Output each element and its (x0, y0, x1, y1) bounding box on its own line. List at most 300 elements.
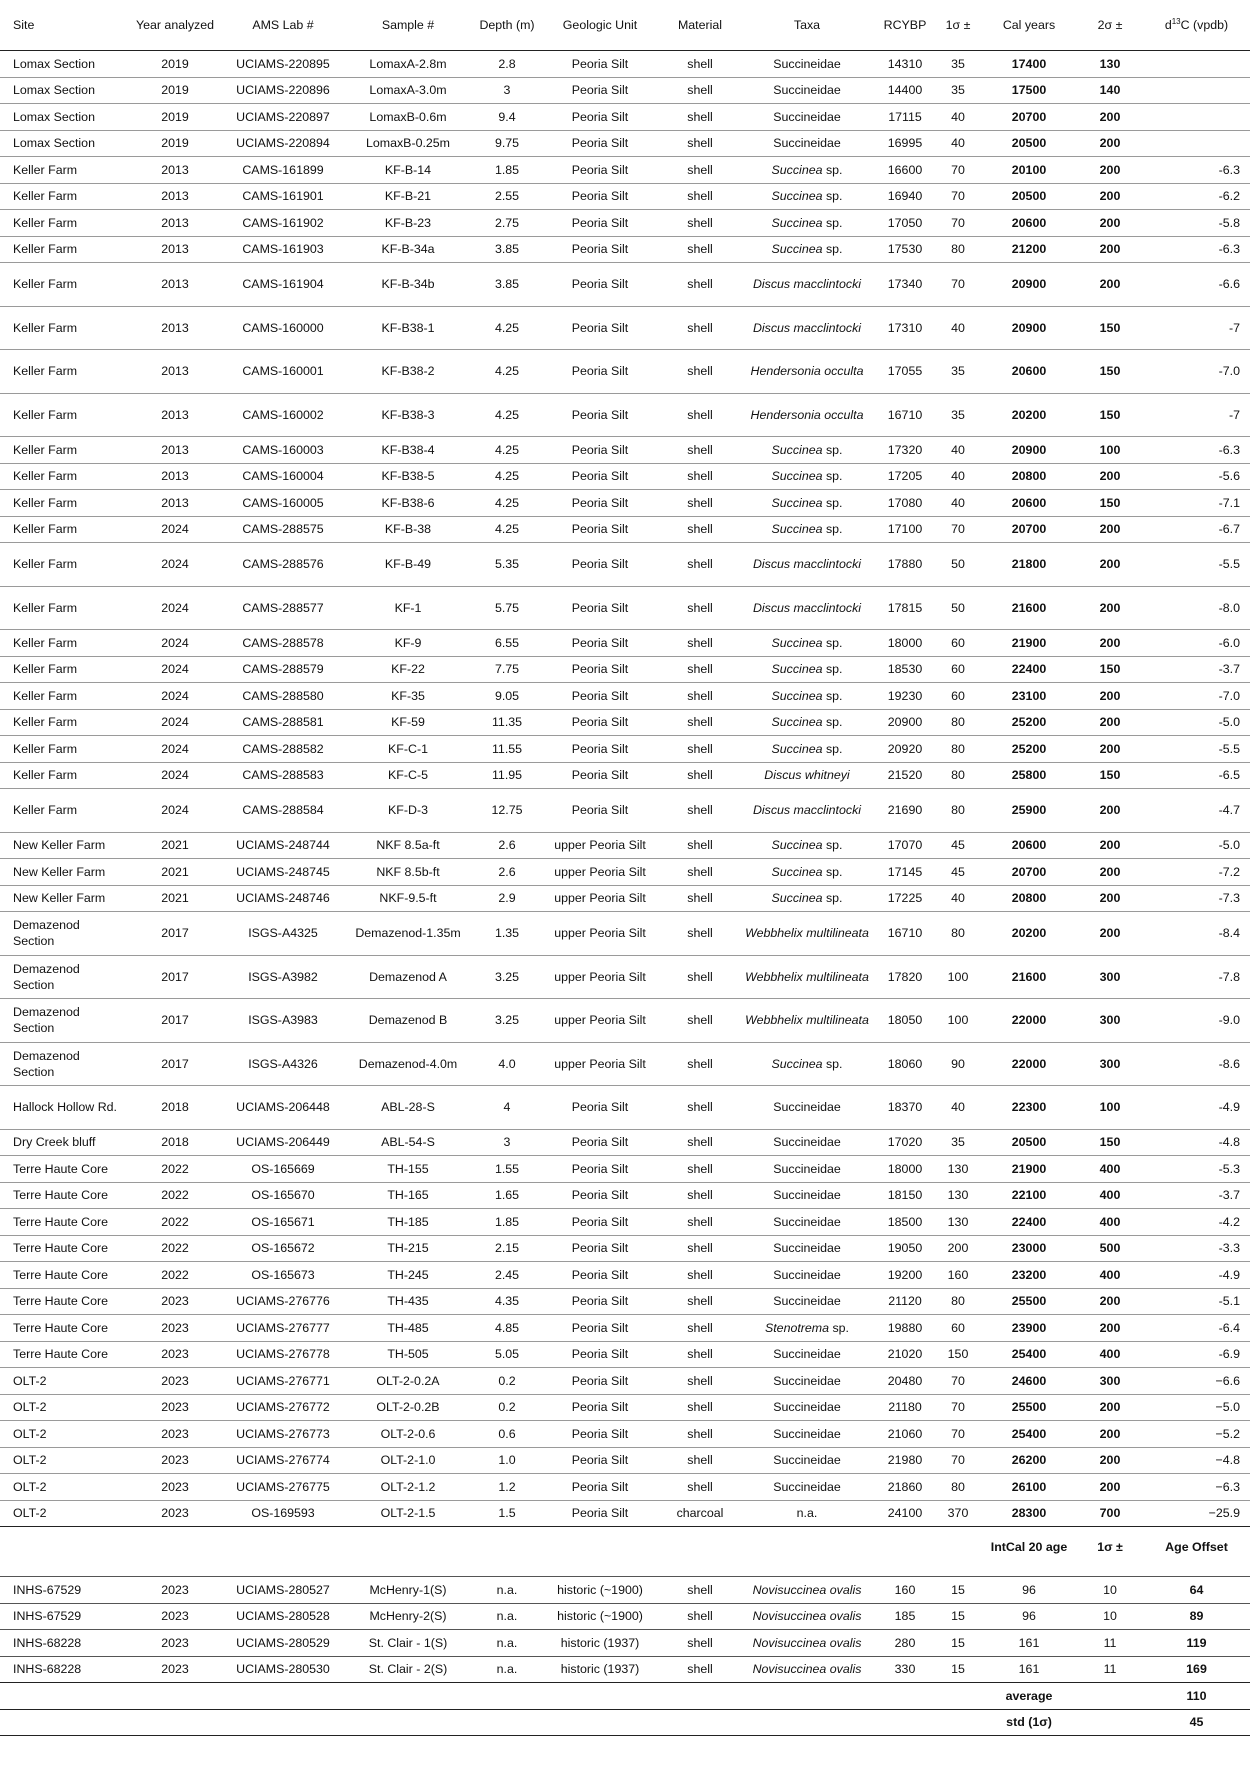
ams-lab-cell: CAMS-160005 (225, 490, 341, 517)
sigma1-cell: 80 (935, 709, 981, 736)
table-row (0, 350, 1250, 394)
year-cell: 2024 (125, 656, 225, 683)
intcal-age-cell: 96 (981, 1577, 1077, 1604)
sigma1-cell: 80 (935, 236, 981, 263)
ams-lab-cell: CAMS-160002 (225, 393, 341, 437)
sample-cell: TH-185 (341, 1209, 475, 1236)
taxa-cell: Novisuccinea ovalis (739, 1603, 875, 1630)
geologic-unit-cell: Peoria Silt (539, 263, 661, 307)
header-material: Material (677, 18, 723, 32)
d13c-cell: -4.2 (1143, 1209, 1250, 1236)
table-row (0, 586, 1250, 630)
rcybp-cell: 19880 (875, 1315, 935, 1342)
material-cell: shell (661, 463, 739, 490)
rcybp-cell: 17320 (875, 437, 935, 464)
year-cell: 2017 (125, 999, 225, 1043)
geologic-unit-cell: Peoria Silt (539, 393, 661, 437)
taxa-genus: Stenotrema (764, 1320, 830, 1335)
d13c-cell: -6.0 (1143, 630, 1250, 657)
cal-years-cell: 20200 (981, 393, 1077, 437)
cal-years-cell: 20700 (981, 516, 1077, 543)
material-cell: shell (661, 1235, 739, 1262)
sigma2-cell: 200 (1077, 1394, 1143, 1421)
rcybp-cell: 18530 (875, 656, 935, 683)
cal-years-cell: 20600 (981, 490, 1077, 517)
ams-lab-cell: CAMS-161901 (225, 183, 341, 210)
sigma2-cell: 200 (1077, 859, 1143, 886)
sigma1-cell: 15 (935, 1603, 981, 1630)
depth-cell: 4.25 (475, 306, 539, 350)
year-cell: 2024 (125, 736, 225, 763)
sigma2-cell: 200 (1077, 630, 1143, 657)
depth-cell: 6.55 (475, 630, 539, 657)
d13c-cell: -7.8 (1143, 955, 1250, 999)
depth-cell: 0.6 (475, 1421, 539, 1448)
rcybp-cell: 18050 (875, 999, 935, 1043)
depth-cell: 4.25 (475, 393, 539, 437)
rcybp-cell: 17055 (875, 350, 935, 394)
rcybp-cell: 21520 (875, 762, 935, 789)
geologic-unit-cell: Peoria Silt (539, 586, 661, 630)
sigma1-cell: 150 (935, 1341, 981, 1368)
historic-row (0, 1656, 1250, 1683)
site-cell: OLT-2 (0, 1368, 125, 1395)
table-row (0, 490, 1250, 517)
year-cell: 2023 (125, 1474, 225, 1501)
cal-years-cell: 21800 (981, 543, 1077, 587)
cal-years-cell: 20700 (981, 859, 1077, 886)
d13c-cell: -7.0 (1143, 350, 1250, 394)
taxa-cell (739, 630, 875, 657)
table-row (0, 859, 1250, 886)
age-offset-cell: 169 (1143, 1656, 1250, 1683)
d13c-cell: -8.4 (1143, 912, 1250, 956)
taxa-cell (739, 393, 875, 437)
material-cell: shell (661, 1182, 739, 1209)
taxa-suffix: Succineidae (773, 1294, 841, 1309)
taxa-suffix: Succineidae (773, 136, 841, 151)
taxa-suffix: sp. (822, 715, 843, 730)
taxa-cell (739, 350, 875, 394)
site-cell: Terre Haute Core (0, 1209, 125, 1236)
sample-cell: KF-B-49 (341, 543, 475, 587)
sample-cell: TH-485 (341, 1315, 475, 1342)
depth-cell: 0.2 (475, 1394, 539, 1421)
material-cell: shell (661, 762, 739, 789)
sample-cell: KF-59 (341, 709, 475, 736)
sigma1-cell: 130 (935, 1209, 981, 1236)
depth-cell: 9.75 (475, 130, 539, 157)
depth-cell: 11.55 (475, 736, 539, 763)
taxa-cell (739, 955, 875, 999)
table-row (0, 1042, 1250, 1086)
sample-cell: LomaxB-0.25m (341, 130, 475, 157)
sigma2-cell: 200 (1077, 157, 1143, 184)
material-cell: shell (661, 210, 739, 237)
geologic-unit-cell: Peoria Silt (539, 490, 661, 517)
year-cell: 2024 (125, 709, 225, 736)
taxa-cell (739, 789, 875, 833)
sigma2-cell: 200 (1077, 463, 1143, 490)
header-taxa: Taxa (793, 18, 821, 32)
geologic-unit-cell: Peoria Silt (539, 1129, 661, 1156)
sigma2-cell: 200 (1077, 736, 1143, 763)
sigma2-cell: 200 (1077, 912, 1143, 956)
material-cell: shell (661, 1042, 739, 1086)
cal-years-cell: 20900 (981, 306, 1077, 350)
depth-cell: 3.85 (475, 236, 539, 263)
depth-cell: 1.85 (475, 157, 539, 184)
site-cell: Keller Farm (0, 709, 125, 736)
taxa-suffix: sp. (822, 469, 843, 484)
site-cell: Keller Farm (0, 683, 125, 710)
year-cell: 2013 (125, 210, 225, 237)
material-cell: shell (661, 543, 739, 587)
table-row (0, 1086, 1250, 1130)
year-cell: 2022 (125, 1182, 225, 1209)
sigma1-cell: 70 (935, 157, 981, 184)
geologic-unit-cell: Peoria Silt (539, 1315, 661, 1342)
sigma1-cell: 45 (935, 859, 981, 886)
taxa-genus: Succinea (771, 838, 823, 853)
sigma2-cell: 200 (1077, 1315, 1143, 1342)
sigma2-cell: 200 (1077, 885, 1143, 912)
cal-years-cell: 20600 (981, 210, 1077, 237)
ams-lab-cell: UCIAMS-206448 (225, 1086, 341, 1130)
d13c-cell: -4.8 (1143, 1129, 1250, 1156)
site-cell: Keller Farm (0, 437, 125, 464)
sigma1-cell: 370 (935, 1500, 981, 1527)
material-cell: shell (661, 77, 739, 104)
rcybp-cell: 14310 (875, 51, 935, 78)
d13c-cell: -5.5 (1143, 543, 1250, 587)
depth-cell: 4.35 (475, 1288, 539, 1315)
sample-cell: KF-9 (341, 630, 475, 657)
material-cell: shell (661, 1368, 739, 1395)
sigma1-cell: 50 (935, 586, 981, 630)
table-row (0, 516, 1250, 543)
taxa-cell (739, 1474, 875, 1501)
taxa-cell (739, 1156, 875, 1183)
material-cell: shell (661, 885, 739, 912)
cal-years-cell: 23100 (981, 683, 1077, 710)
depth-cell: 5.35 (475, 543, 539, 587)
rcybp-cell: 280 (875, 1630, 935, 1657)
rcybp-cell: 17530 (875, 236, 935, 263)
std-row (0, 1709, 1250, 1736)
rcybp-cell: 185 (875, 1603, 935, 1630)
d13c-cell: -8.0 (1143, 586, 1250, 630)
geologic-unit-cell: historic (1937) (539, 1630, 661, 1657)
depth-cell: 2.15 (475, 1235, 539, 1262)
ams-lab-cell: UCIAMS-248745 (225, 859, 341, 886)
depth-cell: 2.45 (475, 1262, 539, 1289)
depth-cell: 2.75 (475, 210, 539, 237)
geologic-unit-cell: Peoria Silt (539, 157, 661, 184)
taxa-suffix: sp. (822, 1056, 843, 1071)
sample-cell: KF-B38-2 (341, 350, 475, 394)
sigma2-cell: 200 (1077, 236, 1143, 263)
geologic-unit-cell: Peoria Silt (539, 437, 661, 464)
taxa-cell (739, 656, 875, 683)
ams-lab-cell: CAMS-288583 (225, 762, 341, 789)
std-value: 45 (1143, 1709, 1250, 1736)
header-d13c-prefix: d (1164, 18, 1172, 32)
sigma2-cell: 200 (1077, 832, 1143, 859)
rcybp-cell: 18000 (875, 630, 935, 657)
sigma2-cell: 300 (1077, 1368, 1143, 1395)
ams-lab-cell: UCIAMS-276771 (225, 1368, 341, 1395)
taxa-cell (739, 1182, 875, 1209)
sigma2-cell: 400 (1077, 1262, 1143, 1289)
sigma1-cell: 40 (935, 885, 981, 912)
sigma2-cell: 200 (1077, 210, 1143, 237)
sample-cell: OLT-2-0.2B (341, 1394, 475, 1421)
site-cell: Lomax Section (0, 104, 125, 131)
material-cell: shell (661, 736, 739, 763)
taxa-cell (739, 263, 875, 307)
taxa-cell (739, 1042, 875, 1086)
table-row (0, 77, 1250, 104)
header-sigma1: 1σ ± (945, 18, 971, 32)
header-rcybp: RCYBP (883, 18, 927, 32)
site-cell: INHS-67529 (0, 1603, 125, 1630)
material-cell: shell (661, 350, 739, 394)
taxa-cell (739, 1341, 875, 1368)
ams-lab-cell: UCIAMS-276778 (225, 1341, 341, 1368)
taxa-cell (739, 1421, 875, 1448)
d13c-cell: -7 (1143, 306, 1250, 350)
taxa-cell (739, 130, 875, 157)
site-cell: Keller Farm (0, 586, 125, 630)
cal-years-cell: 20600 (981, 350, 1077, 394)
intcal-age-cell: 161 (981, 1630, 1077, 1657)
sigma1-cell: 45 (935, 832, 981, 859)
site-cell: INHS-68228 (0, 1656, 125, 1683)
d13c-cell: -9.0 (1143, 999, 1250, 1043)
ams-lab-cell: CAMS-288578 (225, 630, 341, 657)
taxa-suffix: Succineidae (773, 1135, 841, 1150)
sample-cell: St. Clair - 1(S) (341, 1630, 475, 1657)
cal-years-cell: 22000 (981, 1042, 1077, 1086)
rcybp-cell: 17145 (875, 859, 935, 886)
geologic-unit-cell: historic (~1900) (539, 1577, 661, 1604)
rcybp-cell: 16600 (875, 157, 935, 184)
table-row (0, 130, 1250, 157)
rcybp-cell: 17050 (875, 210, 935, 237)
ams-lab-cell: UCIAMS-276777 (225, 1315, 341, 1342)
year-cell: 2013 (125, 350, 225, 394)
year-cell: 2023 (125, 1421, 225, 1448)
geologic-unit-cell: Peoria Silt (539, 1447, 661, 1474)
sigma1-cell: 35 (935, 51, 981, 78)
sigma1-cell: 200 (935, 1235, 981, 1262)
site-cell: Terre Haute Core (0, 1262, 125, 1289)
depth-cell: 5.75 (475, 586, 539, 630)
sigma1-cell: 70 (935, 183, 981, 210)
ams-lab-cell: UCIAMS-220894 (225, 130, 341, 157)
site-cell: Keller Farm (0, 210, 125, 237)
material-cell: shell (661, 683, 739, 710)
subheader-age-offset: Age Offset (1143, 1527, 1250, 1577)
table-row (0, 630, 1250, 657)
site-cell: Keller Farm (0, 762, 125, 789)
geologic-unit-cell: historic (~1900) (539, 1603, 661, 1630)
ams-lab-cell: CAMS-161904 (225, 263, 341, 307)
geologic-unit-cell: Peoria Silt (539, 306, 661, 350)
sigma2-cell: 130 (1077, 51, 1143, 78)
rcybp-cell: 17340 (875, 263, 935, 307)
geologic-unit-cell: Peoria Silt (539, 236, 661, 263)
cal-years-cell: 21600 (981, 955, 1077, 999)
year-cell: 2019 (125, 130, 225, 157)
depth-cell: 7.75 (475, 656, 539, 683)
sample-cell: TH-215 (341, 1235, 475, 1262)
sigma2-cell: 150 (1077, 306, 1143, 350)
material-cell: shell (661, 656, 739, 683)
taxa-genus: Discus macclintocki (752, 557, 862, 572)
d13c-cell: −4.8 (1143, 1447, 1250, 1474)
rcybp-cell: 21690 (875, 789, 935, 833)
sigma1-cell: 40 (935, 1086, 981, 1130)
table-row (0, 1474, 1250, 1501)
sigma2-cell: 300 (1077, 999, 1143, 1043)
year-cell: 2013 (125, 437, 225, 464)
ams-lab-cell: ISGS-A3982 (225, 955, 341, 999)
site-cell: Keller Farm (0, 463, 125, 490)
taxa-genus: Succinea (771, 442, 823, 457)
rcybp-cell: 18500 (875, 1209, 935, 1236)
rcybp-cell: 18060 (875, 1042, 935, 1086)
taxa-cell (739, 1394, 875, 1421)
sigma2-cell: 150 (1077, 656, 1143, 683)
ams-lab-cell: ISGS-A4325 (225, 912, 341, 956)
year-cell: 2017 (125, 1042, 225, 1086)
d13c-cell: -5.3 (1143, 1156, 1250, 1183)
taxa-cell (739, 912, 875, 956)
depth-cell: 4.25 (475, 350, 539, 394)
rcybp-cell: 17225 (875, 885, 935, 912)
taxa-genus: Webbhelix multilineata (745, 926, 869, 941)
year-cell: 2023 (125, 1288, 225, 1315)
geologic-unit-cell: Peoria Silt (539, 1421, 661, 1448)
taxa-genus: Succinea (771, 662, 823, 677)
table-body (0, 51, 1250, 1527)
geologic-unit-cell: upper Peoria Silt (539, 859, 661, 886)
taxa-cell (739, 885, 875, 912)
site-cell: OLT-2 (0, 1447, 125, 1474)
material-cell: shell (661, 1577, 739, 1604)
sigma1-cell: 15 (935, 1630, 981, 1657)
table-row (0, 1235, 1250, 1262)
geologic-unit-cell: historic (1937) (539, 1656, 661, 1683)
rcybp-cell: 17100 (875, 516, 935, 543)
geologic-unit-cell: Peoria Silt (539, 543, 661, 587)
rcybp-cell: 17880 (875, 543, 935, 587)
taxa-suffix: Succineidae (773, 1347, 841, 1362)
sample-cell: KF-1 (341, 586, 475, 630)
depth-cell: 2.55 (475, 183, 539, 210)
material-cell: shell (661, 1656, 739, 1683)
ams-lab-cell: CAMS-161899 (225, 157, 341, 184)
rcybp-cell: 16940 (875, 183, 935, 210)
depth-cell: 1.0 (475, 1447, 539, 1474)
site-cell: Demazenod Section (0, 1042, 125, 1086)
ams-lab-cell: CAMS-288576 (225, 543, 341, 587)
geologic-unit-cell: Peoria Silt (539, 350, 661, 394)
taxa-suffix: sp. (822, 864, 843, 879)
table-row (0, 656, 1250, 683)
sigma1-cell: 70 (935, 1421, 981, 1448)
sigma1-cell: 80 (935, 789, 981, 833)
year-cell: 2023 (125, 1500, 225, 1527)
sigma1-cell: 100 (935, 999, 981, 1043)
rcybp-cell: 20920 (875, 736, 935, 763)
material-cell: shell (661, 832, 739, 859)
site-cell: Terre Haute Core (0, 1288, 125, 1315)
material-cell: shell (661, 999, 739, 1043)
table-row (0, 210, 1250, 237)
ams-lab-cell: CAMS-288579 (225, 656, 341, 683)
depth-cell: 1.65 (475, 1182, 539, 1209)
ams-lab-cell: UCIAMS-220895 (225, 51, 341, 78)
material-cell: shell (661, 1209, 739, 1236)
ams-lab-cell: CAMS-288577 (225, 586, 341, 630)
sample-cell: OLT-2-1.0 (341, 1447, 475, 1474)
d13c-cell: -3.7 (1143, 1182, 1250, 1209)
material-cell: shell (661, 630, 739, 657)
year-cell: 2019 (125, 51, 225, 78)
sigma1-cell: 35 (935, 350, 981, 394)
taxa-suffix: sp. (822, 522, 843, 537)
sigma1-cell: 90 (935, 1042, 981, 1086)
taxa-suffix: Succineidae (773, 83, 841, 98)
taxa-cell (739, 1209, 875, 1236)
geologic-unit-cell: Peoria Silt (539, 1182, 661, 1209)
year-cell: 2013 (125, 236, 225, 263)
table-row (0, 306, 1250, 350)
taxa-cell (739, 1288, 875, 1315)
header-sigma2: 2σ ± (1097, 18, 1123, 32)
cal-years-cell: 23200 (981, 1262, 1077, 1289)
d13c-cell: -4.7 (1143, 789, 1250, 833)
material-cell: shell (661, 789, 739, 833)
site-cell: Keller Farm (0, 490, 125, 517)
sample-cell: OLT-2-0.2A (341, 1368, 475, 1395)
d13c-cell: -6.7 (1143, 516, 1250, 543)
taxa-cell (739, 1315, 875, 1342)
depth-cell: 2.6 (475, 832, 539, 859)
taxa-cell (739, 736, 875, 763)
taxa-suffix: sp. (822, 688, 843, 703)
table-row (0, 1315, 1250, 1342)
geologic-unit-cell: Peoria Silt (539, 516, 661, 543)
taxa-suffix: sp. (829, 1320, 850, 1335)
table-row (0, 1156, 1250, 1183)
site-cell: Keller Farm (0, 263, 125, 307)
sigma1-cell: 160 (935, 1262, 981, 1289)
rcybp-cell: 24100 (875, 1500, 935, 1527)
rcybp-cell: 21060 (875, 1421, 935, 1448)
rcybp-cell: 17080 (875, 490, 935, 517)
ams-lab-cell: CAMS-288580 (225, 683, 341, 710)
sigma2-cell: 400 (1077, 1341, 1143, 1368)
table-row (0, 999, 1250, 1043)
taxa-suffix: sp. (822, 242, 843, 257)
sigma2-cell: 200 (1077, 263, 1143, 307)
taxa-cell: Novisuccinea ovalis (739, 1656, 875, 1683)
sigma1-cell: 80 (935, 1288, 981, 1315)
